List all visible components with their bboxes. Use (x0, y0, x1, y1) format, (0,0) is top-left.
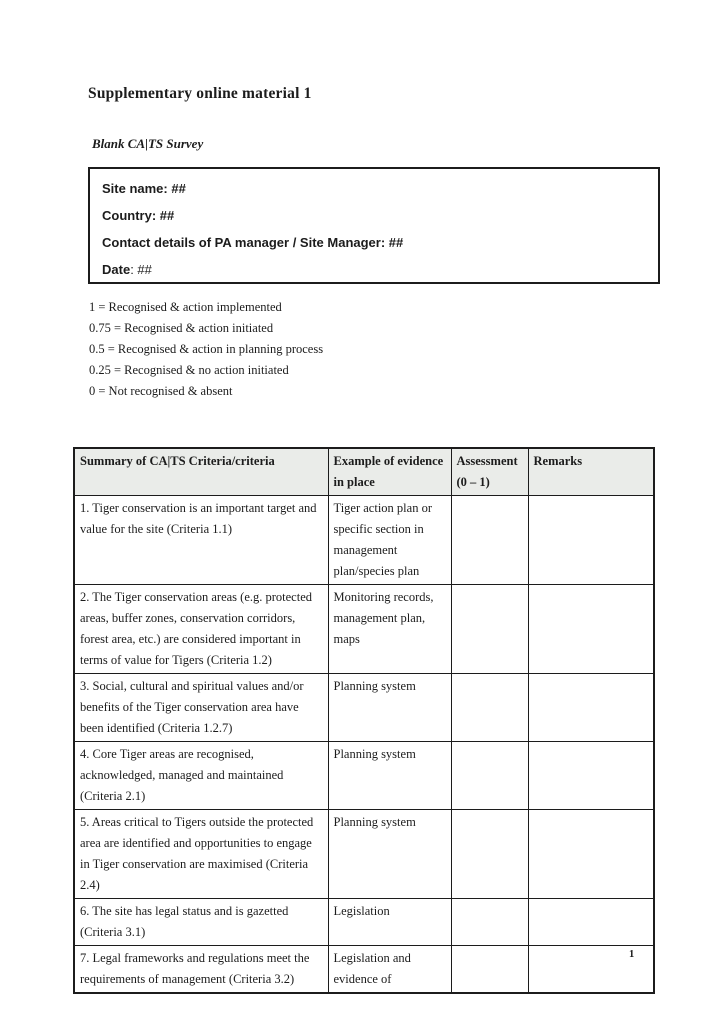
page-number: 1 (629, 949, 635, 960)
assessment-cell (451, 496, 528, 585)
header-criteria: Summary of CA|TS Criteria/criteria (74, 448, 328, 496)
date-label: Date (102, 262, 131, 277)
table-row (74, 946, 654, 994)
remarks-cell (528, 585, 654, 674)
remarks-cell (528, 674, 654, 742)
legend-item: 0.75 = Recognised & action initiated (89, 321, 274, 335)
criteria-cell: 5. Areas critical to Tigers outside the protected area are identified and opportunities to engage in Tiger conservation are maximised (Criteria 2.4) (74, 810, 328, 899)
table-row (74, 496, 654, 585)
table-header-row (74, 448, 654, 496)
remarks-cell (528, 899, 654, 946)
assessment-cell (451, 674, 528, 742)
contact-line (102, 229, 658, 256)
table-row (74, 674, 654, 742)
table-row (74, 742, 654, 810)
remarks-cell (528, 496, 654, 585)
table-row (74, 899, 654, 946)
legend-item: 1 = Recognised & action implemented (89, 300, 282, 314)
assessment-cell (451, 585, 528, 674)
criteria-cell: 7. Legal frameworks and regulations meet the requirements of management (Criteria 3.2) (74, 946, 328, 994)
assessment-cell (451, 946, 528, 994)
site-name-label: Site name: ## (102, 181, 186, 196)
header-evidence: Example of evidence in place (328, 448, 451, 496)
page-title: Supplementary online material 1 (88, 85, 312, 102)
criteria-table (73, 447, 655, 994)
remarks-cell (528, 810, 654, 899)
survey-subtitle: Blank CA|TS Survey (92, 136, 204, 151)
assessment-cell (451, 810, 528, 899)
country-label: Country: ## (102, 208, 175, 223)
evidence-cell: Planning system (328, 810, 451, 899)
legend-item: 0.25 = Recognised & no action initiated (89, 363, 289, 377)
legend-item: 0.5 = Recognised & action in planning process (89, 342, 324, 356)
date-line: Date: ## (102, 262, 152, 277)
legend-item: 0 = Not recognised & absent (89, 384, 233, 398)
evidence-cell: Planning system (328, 742, 451, 810)
evidence-cell: Tiger action plan or specific section in management plan/species plan (328, 496, 451, 585)
header-assessment: Assessment (0 – 1) (451, 448, 528, 496)
evidence-cell: Planning system (328, 674, 451, 742)
country-line (102, 202, 658, 229)
evidence-cell: Legislation (328, 899, 451, 946)
table-row (74, 810, 654, 899)
assessment-cell (451, 742, 528, 810)
criteria-cell: 2. The Tiger conservation areas (e.g. protected areas, buffer zones, conservation corridors, forest area, etc.) are considered important in terms of value for Tigers (Criteria 1.2) (74, 585, 328, 674)
scoring-legend (89, 297, 323, 402)
criteria-cell: 3. Social, cultural and spiritual values and/or benefits of the Tiger conservation area have been identified (Criteria 1.2.7) (74, 674, 328, 742)
site-name-line (102, 175, 658, 202)
criteria-cell: 6. The site has legal status and is gazetted (Criteria 3.1) (74, 899, 328, 946)
assessment-cell (451, 899, 528, 946)
criteria-cell: 4. Core Tiger areas are recognised, acknowledged, managed and maintained (Criteria 2.1) (74, 742, 328, 810)
remarks-cell (528, 742, 654, 810)
header-remarks: Remarks (528, 448, 654, 496)
remarks-cell (528, 946, 654, 994)
contact-label: Contact details of PA manager / Site Manager: ## (102, 235, 404, 250)
evidence-cell: Monitoring records, management plan, maps (328, 585, 451, 674)
criteria-cell: 1. Tiger conservation is an important target and value for the site (Criteria 1.1) (74, 496, 328, 585)
evidence-cell: Legislation and evidence of (328, 946, 451, 994)
table-row (74, 585, 654, 674)
site-info-box (88, 167, 660, 284)
